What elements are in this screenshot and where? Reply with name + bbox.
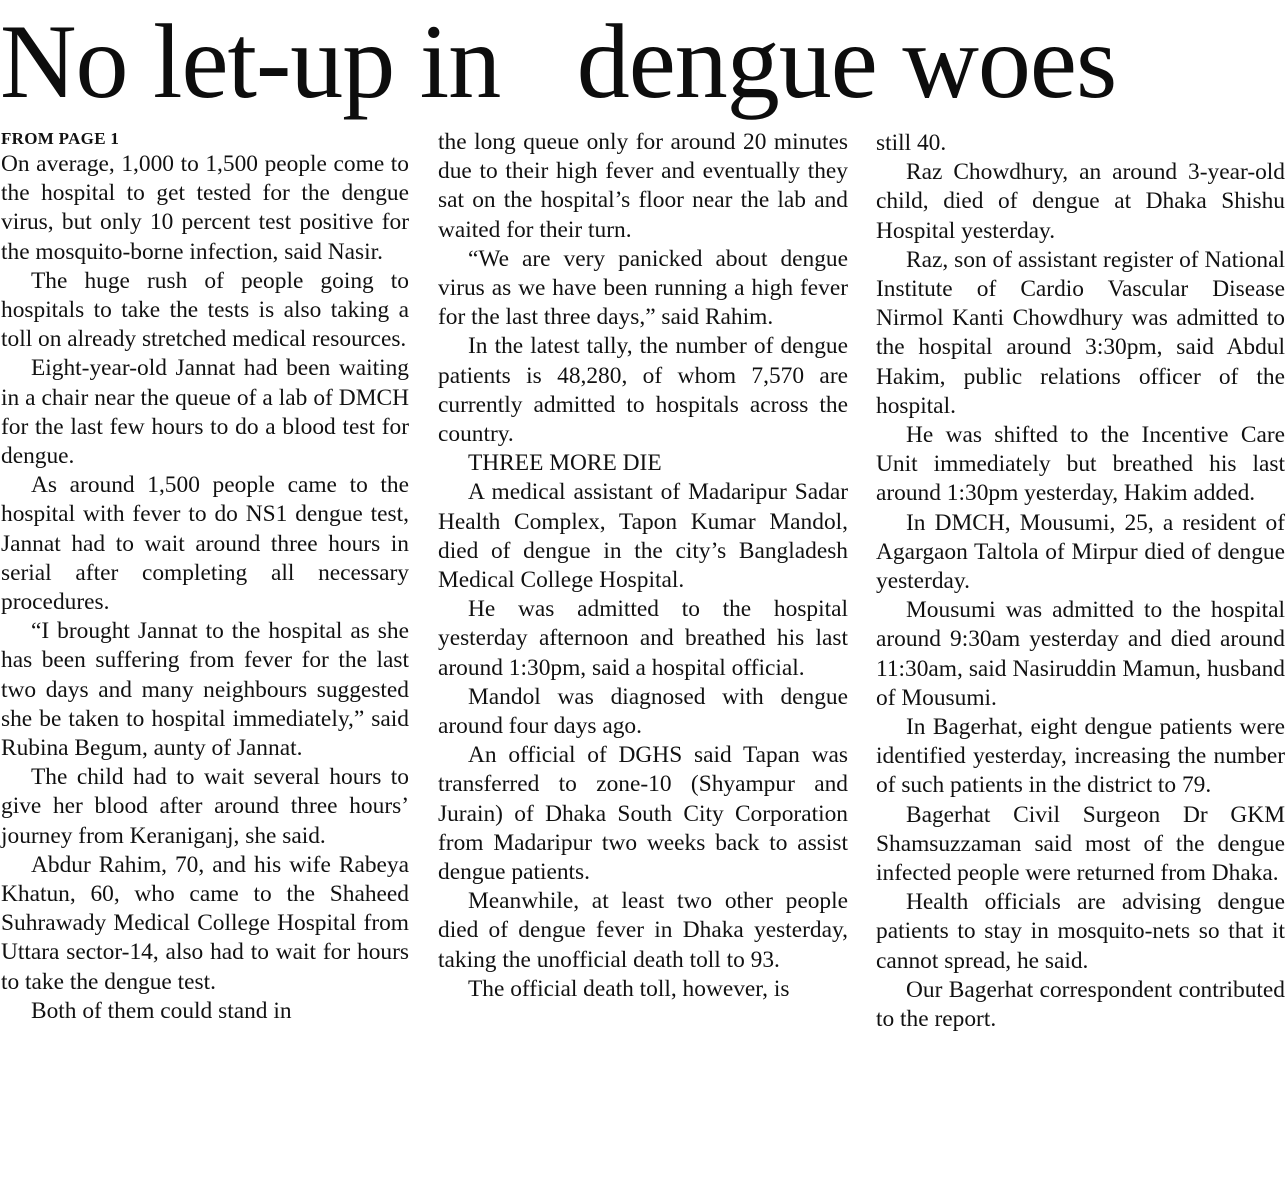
paragraph: In the latest tally, the number of dengue patients is 48,280, of whom 7,570 are currently admitted to hospitals across the country. [438,333,848,448]
article-column-1 [1,128,409,1026]
paragraph: He was admitted to the hospital yesterday afternoon and breathed his last around 1:30pm, said a hospital official. [438,596,848,681]
paragraph: “We are very panicked about dengue virus as we have been running a high fever for the last three days,” said Rahim. [438,245,848,331]
paragraph: In DMCH, Mousumi, 25, a resident of Agargaon Taltola of Mirpur died of dengue yesterday. [876,509,1285,595]
paragraph: still 40. [876,130,947,156]
paragraph: “I brought Jannat to the hospital as she has been suffering from fever for the last two days and many neighbours suggested she be taken to hospital immediately,” said Rubina Begum, aunty of Jannat. [1,618,409,762]
paragraph: Eight-year-old Jannat had been waiting in a chair near the queue of a lab of DMCH for the last few hours to do a blood test for dengue. [1,355,409,470]
paragraph: Raz Chowdhury, an around 3-year-old child, died of dengue at Dhaka Shishu Hospital yesterday. [876,159,1285,244]
subhead-three-more-die: THREE MORE DIE [468,450,662,477]
paragraph: the long queue only for around 20 minutes due to their high fever and eventually they sat on the hospital’s floor near the lab and waited for their turn. [438,129,848,243]
paragraph: Bagerhat Civil Surgeon Dr GKM Shamsuzzaman said most of the dengue infected people were returned from Dhaka. [876,801,1285,887]
article-column-3 [876,129,1285,1034]
paragraph: Raz, son of assistant register of National Institute of Cardio Vascular Disease Nirmol Kanti Chowdhury was admitted to the hospital around 3:30pm, said Abdul Hakim, public relations officer of the hospital. [876,246,1285,419]
paragraph: In Bagerhat, eight dengue patients were identified yesterday, increasing the number of such patients in the district to 79. [876,714,1285,799]
paragraph: Both of them could stand in [31,997,292,1024]
paragraph: A medical assistant of Madaripur Sadar Health Complex, Tapon Kumar Mandol, died of dengue in the city’s Bangladesh Medical College Hospital. [438,479,848,594]
paragraph: Meanwhile, at least two other people died of dengue fever in Dhaka yesterday, taking the unofficial death toll to 93. [438,888,848,973]
paragraph: Mandol was diagnosed with dengue around four days ago. [438,683,848,740]
paragraph: Mousumi was admitted to the hospital around 9:30am yesterday and died around 11:30am, said Nasiruddin Mamun, husband of Mousumi. [876,597,1285,711]
paragraph: An official of DGHS said Tapan was transferred to zone-10 (Shyampur and Jurain) of Dhaka South City Corporation from Madaripur two weeks back to assist dengue patients. [438,742,848,886]
paragraph: He was shifted to the Incentive Care Unit immediately but breathed his last around 1:30pm yesterday, Hakim added. [876,422,1285,507]
paragraph: On average, 1,000 to 1,500 people come to the hospital to get tested for the dengue virus, but only 10 percent test positive for the mosquito-borne infection, said Nasir. [1,151,409,265]
kicker-from-page: FROM PAGE 1 [1,129,120,148]
paragraph: As around 1,500 people came to the hospital with fever to do NS1 dengue test, Jannat had to wait around three hours in serial after completing all necessary procedures. [1,472,409,616]
article-column-2 [438,128,848,1004]
paragraph: Our Bagerhat correspondent contributed to the report. [876,976,1285,1033]
paragraph: Health officials are advising dengue patients to stay in mosquito-nets so that it cannot spread, he said. [876,889,1285,974]
paragraph: Abdur Rahim, 70, and his wife Rabeya Khatun, 60, who came to the Shaheed Suhrawady Medical College Hospital from Uttara sector-14, also had to wait for hours to take the dengue test. [1,851,409,995]
paragraph: The huge rush of people going to hospitals to take the tests is also taking a toll on already stretched medical resources. [1,267,409,353]
paragraph: The official death toll, however, is [468,975,790,1002]
paragraph: The child had to wait several hours to give her blood after around three hours’ journey from Keraniganj, she said. [1,764,409,849]
headline: No let-up in dengue woes [0,3,1117,120]
